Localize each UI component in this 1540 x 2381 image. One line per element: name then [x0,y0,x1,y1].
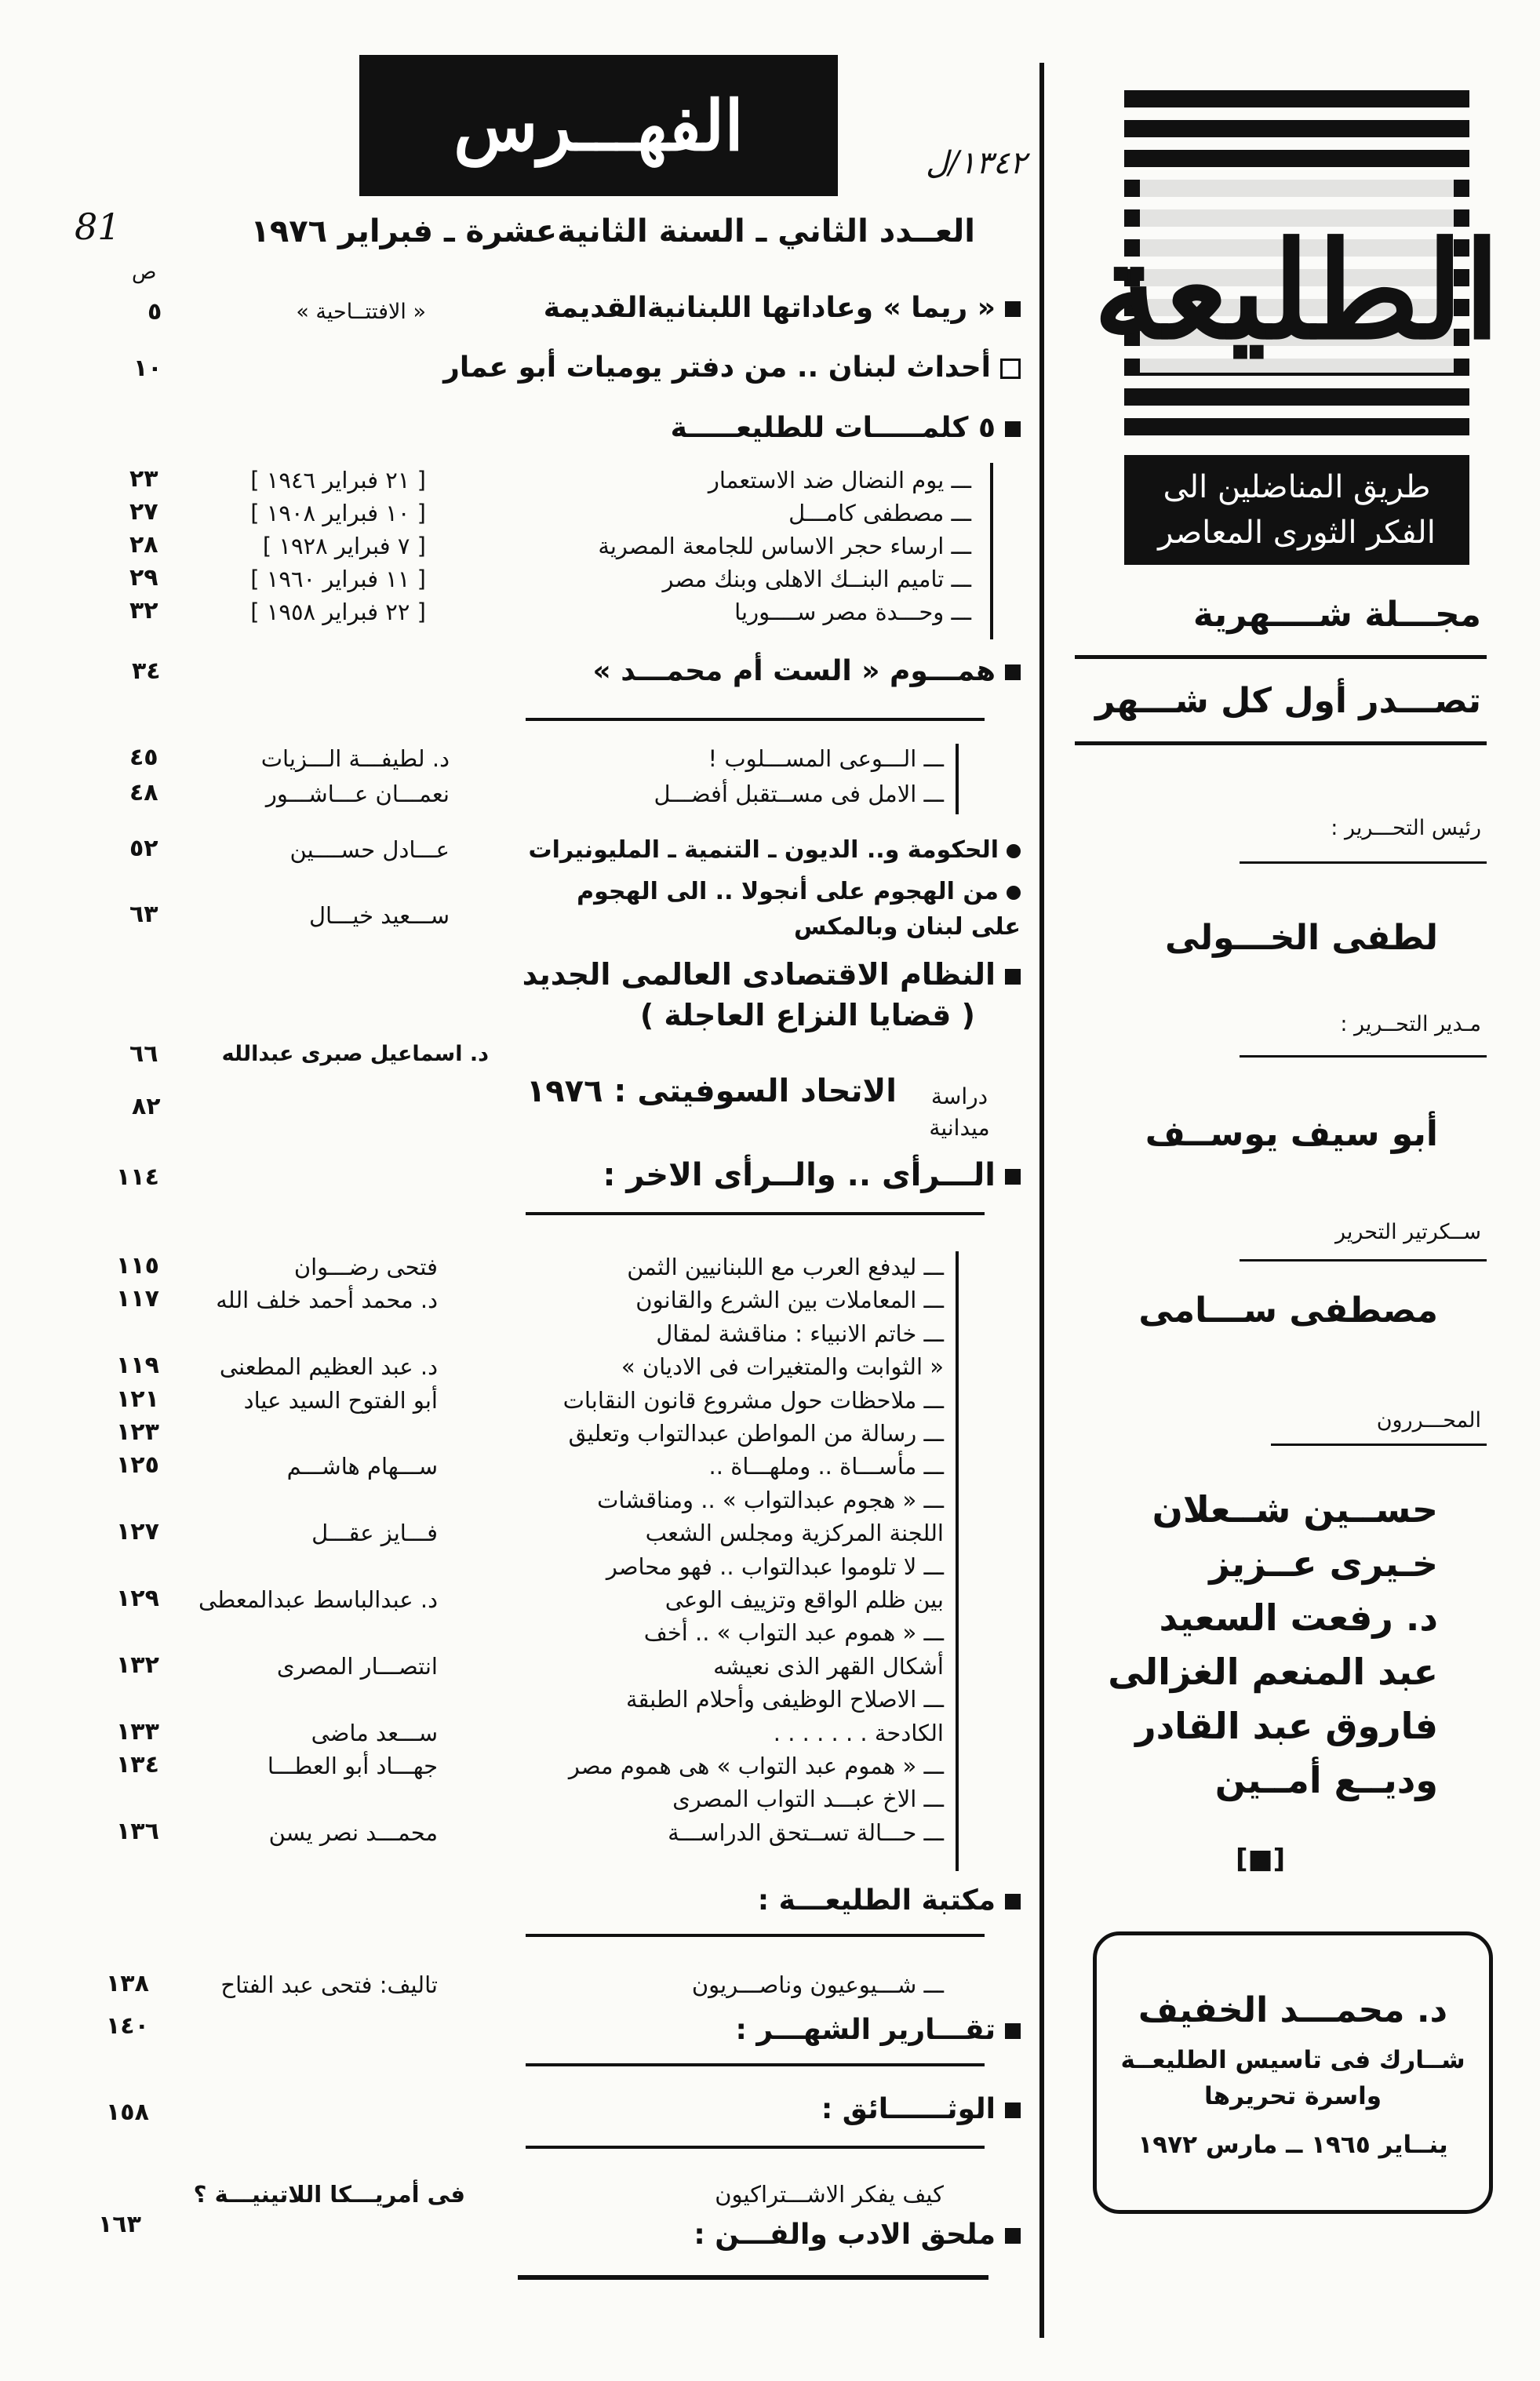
page-column-header: ص [132,260,157,284]
toc-entry-economic-order[interactable]: النظام الاقتصادى العالمى الجديد [522,957,1021,992]
divider [518,2275,988,2280]
entry-page: ٤٥ [129,744,158,771]
divider [526,2063,985,2066]
issue-line: العــدد الثاني ـ السنة الثانيةعشرة ـ فبراير ١٩٧٦ [250,213,975,249]
kalimat-date: [ ١١ فبراير ١٩٦٠ ] [250,566,426,592]
entry-page: ٢٩ [129,564,158,592]
entry-page: ١٢٣ [116,1418,159,1446]
kalimat-date: [ ٢٢ فبراير ١٩٥٨ ] [250,599,426,625]
tribute-line-2: واسرة تحريرها [1203,2082,1382,2110]
editor-name: خـيرى عــزيز [1209,1542,1438,1585]
entry-author: د. اسماعيل صبرى عبدالله [221,1042,489,1066]
magazine-logo [1093,90,1501,451]
managing-editor: أبو سيف يوســف [1145,1114,1438,1154]
slogan-box [1124,455,1469,565]
editor-name: وديــع أمــين [1214,1759,1438,1801]
editor-name: عبد المنعم الغزالى [1108,1651,1438,1693]
tribute-dates: ينــاير ١٩٦٥ ــ مارس ١٩٧٢ [1138,2131,1448,2159]
toc-title-box [359,55,838,196]
magazine-type: مجـــلة شــــهرية [1192,595,1481,635]
secretary-label: ســكرتير التحرير [1334,1220,1481,1244]
opinion-title[interactable]: ـــ مأســـاة .. وملهـــاة .. [708,1453,944,1480]
opinion-author: د. عبد العظيم المطعنى [219,1353,438,1380]
toc-entry-angola-lebanon[interactable]: من الهجوم على أنجولا .. الى الهجوم على لبنان وبالمكس [577,878,1021,941]
supplement-subtitle: فى أمريـــكا اللاتينيـــة ؟ [193,2181,465,2208]
entry-author: ســـعيد خيـــال [308,902,450,929]
end-mark: [■] [1236,1844,1286,1875]
entry-page: ٢٣ [129,465,158,493]
opinion-title[interactable]: ـــ الاخ عبـــد التواب المصرى [672,1786,944,1812]
library-author: تاليف: فتحى عبد الفتاح [220,1971,438,1998]
entry-author: عـــادل حســــين [289,836,450,863]
toc-entry-supplement[interactable]: ملحق الادب والفـــن : [694,2219,1021,2251]
entry-page: ١٣٤ [116,1751,159,1778]
kalimat-date: [ ٢١ فبراير ١٩٤٦ ] [250,467,426,493]
square-bullet-icon [1005,301,1021,317]
divider [1240,1259,1487,1261]
entry-page: ١٣٣ [116,1718,159,1746]
logo-text: الطليعة [1093,213,1501,370]
handwritten-number: 81 [75,206,121,248]
kalimat-date: [ ١٠ فبراير ١٩٠٨ ] [250,500,426,526]
toc-entry-lebanon-events[interactable]: أحداث لبنان .. من دفتر يوميات أبو عمار [443,351,1021,384]
library-title[interactable]: ـــ شـــيوعيون وناصـــريون [691,1971,944,1998]
opinion-title[interactable]: « الثوابت والمتغيرات فى الاديان » [621,1353,944,1380]
toc-entry-reports[interactable]: تقـــارير الشهـــر : [735,2014,1021,2046]
kalimat-title[interactable]: ـــ ارساء حجر الاساس للجامعة المصرية [598,533,971,559]
square-bullet-icon [1005,2102,1021,2118]
entry-page: ١٢٧ [116,1518,159,1545]
square-bullet-icon [1005,421,1021,437]
opinion-title[interactable]: ـــ حـــالة تســتحق الدراســـة [668,1819,944,1846]
square-bullet-icon [1005,1894,1021,1910]
editor-name: فاروق عبد القادر [1135,1705,1438,1747]
tribute-box [1093,1931,1493,2214]
slogan-line-2: الفكر الثورى المعاصر [1158,515,1436,551]
divider [526,1934,985,1937]
entry-page: ١١٥ [116,1252,159,1280]
divider [1240,861,1487,864]
opinion-title[interactable]: اللجنة المركزية ومجلس الشعب [645,1520,944,1546]
entry-page: ١١٧ [116,1285,159,1312]
toc-entry-um-mohamed[interactable]: همـــوم « الست أم محمـــد » [592,655,1021,687]
editor-in-chief-label: رئيس التحـــرير : [1331,816,1481,840]
entry-page: ١٣٦ [116,1818,159,1845]
opinion-author: فـــايز عقـــل [311,1520,438,1546]
kalimat-title[interactable]: ـــ وحـــدة مصر ســــوريا [734,599,971,625]
editor-name: حســين شــعلان [1152,1488,1438,1531]
editors-list [1108,1483,1438,1808]
humum-title[interactable]: ـــ الـــوعى المســـلوب ! [708,745,944,772]
editor-in-chief: لطفى الخـــولى [1165,918,1438,958]
kalimat-title[interactable]: ـــ يوم النضال ضد الاستعمار [708,467,971,493]
group-bar [956,1251,959,1871]
entry-page: ١٣٨ [106,1970,149,1997]
opinion-title[interactable]: ـــ « هموم عبد التواب » .. أخف [643,1619,944,1646]
entry-page: ١١٩ [116,1352,159,1379]
entry-page: ١٢٥ [116,1451,159,1479]
divider [526,718,985,721]
divider [526,2146,985,2149]
entry-page: ١٥٨ [106,2099,149,2126]
divider [526,1212,985,1215]
square-bullet-icon [1005,2228,1021,2244]
tribute-line-1: شــارك فى تاسيس الطليعــة [1120,2046,1465,2074]
entry-page: ١٠ [133,355,162,382]
entry-page: ٣٢ [129,597,158,624]
kalimat-title[interactable]: ـــ تاميم البنــك الاهلى وبنك مصر [662,566,971,592]
entry-page: ٥٢ [129,835,158,862]
opinion-title[interactable]: ـــ المعاملات بين الشرع والقانون [635,1287,944,1313]
entry-page: ٢٨ [129,531,158,559]
field-study-label: دراسة ميدانية [929,1083,990,1141]
opinion-author: أبو الفتوح السيد عياد [243,1387,438,1414]
editor-name: د. رفعت السعيد [1159,1596,1438,1639]
entry-author: « الافتتــاحية » [296,300,426,324]
kalimat-title[interactable]: ـــ مصطفى كامـــل [788,500,971,526]
supplement-title[interactable]: كيف يفكر الاشـــتراكيون [715,2181,944,2208]
square-bullet-icon [1005,664,1021,680]
entry-page: ٣٤ [132,657,161,685]
entry-page: ١١٤ [116,1163,159,1191]
opinion-title[interactable]: ـــ لا تلوموا عبدالتواب .. فهو محاصر [606,1553,944,1580]
entry-page: ٦٦ [129,1040,158,1068]
circle-bullet-icon [1007,844,1021,858]
entry-page: ٨٢ [132,1093,161,1120]
tribute-name: د. محمـــد الخفيف [1138,1990,1448,2030]
square-bullet-icon [1005,2023,1021,2039]
humum-author: د. لطيفـــة الـــزيات [260,745,450,772]
opinion-title[interactable]: ـــ « هجوم عبدالتواب » .. ومناقشات [597,1487,944,1513]
opinion-title[interactable]: أشكال القهر الذى نعيشه [713,1653,944,1680]
opinion-title[interactable]: ـــ « هموم عبد التواب » هى هموم مصر [568,1753,944,1779]
divider [1240,1055,1487,1058]
entry-page: ١٦٣ [98,2211,141,2238]
opinion-title[interactable]: بين ظلم الواقع وتزييف الوعى [664,1586,944,1613]
entry-page: ٤٨ [129,779,158,806]
opinion-author: د. عبدالباسط عبدالمعطى [198,1586,438,1613]
entry-page: ٦٣ [129,901,158,928]
handwritten-note: ١٣٤٢/ل [926,145,1027,181]
opinion-title[interactable]: ـــ ملاحظات حول مشروع قانون النقابات [562,1387,944,1414]
divider [1075,741,1487,745]
opinion-title[interactable]: الكادحة . . . . . . . [773,1720,944,1746]
humum-author: نعمـــان عـــاشـــور [265,781,450,807]
managing-editor-label: مـدير التحــرير : [1340,1012,1481,1036]
entry-page: ١٣٢ [116,1651,159,1679]
circle-bullet-icon [1007,886,1021,900]
toc-entry-documents[interactable]: الوثــــــائق : [821,2093,1021,2125]
opinion-title[interactable]: ـــ خاتم الانبياء : مناقشة لمقال [656,1320,944,1347]
toc-entry-editorial[interactable]: « ريما » وعاداتها اللبنانيةالقديمة [544,292,1021,324]
toc-entry-library[interactable]: مكتبة الطليعـــة : [758,1884,1021,1917]
slogan-line-1: طريق المناضلين الى [1163,469,1431,505]
group-bar [956,744,959,814]
kalimat-date: [ ٧ فبراير ١٩٢٨ ] [262,533,426,559]
opinion-author: جهـــاد أبو العطـــا [267,1753,438,1779]
opinion-title[interactable]: ـــ ليدفع العرب مع اللبنانيين الثمن [627,1254,944,1280]
square-bullet-icon [1005,1169,1021,1185]
opinion-title[interactable]: ـــ الاصلاح الوظيفى وأحلام الطبقة [625,1686,944,1713]
page-title: الفهـــرس [453,85,744,166]
editors-label: المحـــررون [1376,1408,1481,1433]
toc-entry-economic-order-sub: ( قضايا النزاع العاجلة ) [639,998,975,1032]
editorial-secretary: مصطفى ســـامى [1138,1291,1438,1331]
toc-entry-opinions[interactable]: الـــرأى .. والــرأى الاخر : [603,1157,1021,1193]
entry-page: ٢٧ [129,498,158,526]
toc-entry-five-words[interactable]: ٥ كلمـــــات للطليعـــــة [671,412,1021,444]
opinion-author: ســـهام هاشـــم [286,1453,438,1480]
opinion-author: محمـــد نصر يسن [268,1819,438,1846]
publication-frequency: تصـــدر أول كل شـــهر [1095,681,1481,721]
opinion-title[interactable]: ـــ رسالة من المواطن عبدالتواب وتعليق [568,1420,944,1447]
opinion-author: ســـعد ماضى [311,1720,438,1746]
opinion-author: د. محمد أحمد خلف الله [216,1287,438,1313]
toc-entry-soviet-union[interactable]: الاتحاد السوفيتى : ١٩٧٦ [526,1073,897,1109]
square-bullet-icon [1005,969,1021,985]
toc-entry-government-debts[interactable]: الحكومة و.. الديون ـ التنمية ـ المليونيرات [528,836,1021,864]
column-divider [1039,63,1044,2338]
divider [1075,655,1487,659]
humum-title[interactable]: ـــ الامل فى مســتقبل أفضـــل [653,781,944,807]
opinion-author: فتحى رضـــوان [293,1254,438,1280]
entry-page: ٥ [147,298,162,326]
divider [1271,1444,1487,1446]
group-bar [990,463,993,639]
entry-page: ١٢١ [116,1385,159,1413]
entry-page: ١٤٠ [106,2012,149,2040]
entry-page: ١٢٩ [116,1585,159,1612]
opinion-author: انتصـــار المصرى [276,1653,438,1680]
square-outline-icon [1000,359,1021,379]
